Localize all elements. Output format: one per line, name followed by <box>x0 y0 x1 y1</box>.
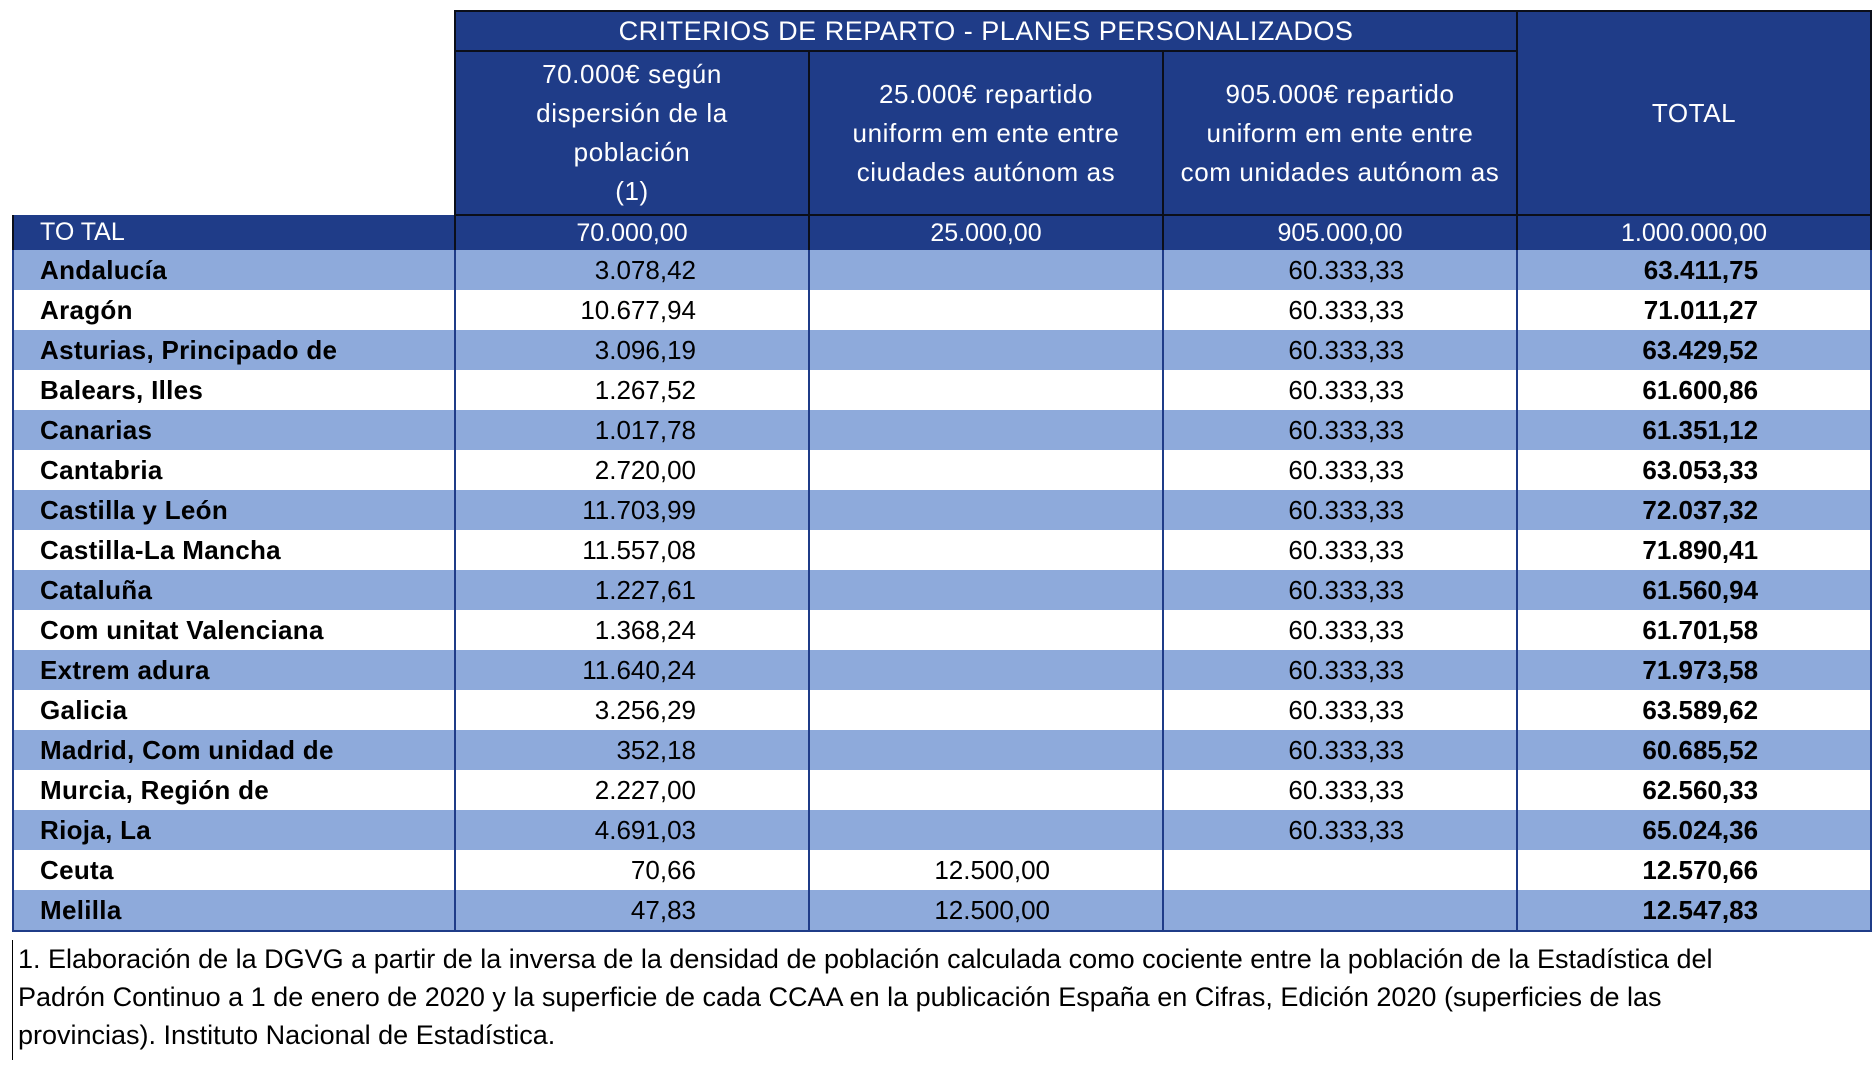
value-comunidades: 60.333,33 <box>1163 290 1517 330</box>
value-comunidades: 60.333,33 <box>1163 410 1517 450</box>
header-line: uniform em ente entre <box>1206 117 1474 148</box>
value-total: 63.429,52 <box>1517 330 1871 370</box>
total-row-col3: 905.000,00 <box>1163 215 1517 250</box>
table-row <box>13 530 1871 570</box>
value-comunidades: 60.333,33 <box>1163 370 1517 410</box>
header-line: dispersión de la <box>536 98 728 128</box>
value-total: 71.011,27 <box>1517 290 1871 330</box>
region-name: Murcia, Región de <box>13 770 455 810</box>
value-comunidades: 60.333,33 <box>1163 330 1517 370</box>
value-total: 63.411,75 <box>1517 250 1871 290</box>
value-ciudades <box>809 730 1163 770</box>
value-dispersion: 1.267,52 <box>455 370 809 410</box>
region-name: Extrem adura <box>13 650 455 690</box>
region-name: Madrid, Com unidad de <box>13 730 455 770</box>
value-ciudades: 12.500,00 <box>809 890 1163 931</box>
table-row <box>13 570 1871 610</box>
region-name: Cataluña <box>13 570 455 610</box>
value-ciudades <box>809 490 1163 530</box>
value-ciudades <box>809 610 1163 650</box>
table-row <box>13 410 1871 450</box>
column-header-ciudades <box>809 51 1163 215</box>
value-total: 61.701,58 <box>1517 610 1871 650</box>
value-comunidades: 60.333,33 <box>1163 530 1517 570</box>
table-row <box>13 650 1871 690</box>
value-total: 61.351,12 <box>1517 410 1871 450</box>
total-row <box>13 215 1871 250</box>
header-line: (1) <box>615 176 649 206</box>
value-ciudades <box>809 810 1163 850</box>
value-dispersion: 11.703,99 <box>455 490 809 530</box>
value-dispersion: 1.368,24 <box>455 610 809 650</box>
value-comunidades: 60.333,33 <box>1163 650 1517 690</box>
value-ciudades <box>809 650 1163 690</box>
header-line: uniform em ente entre <box>852 117 1120 148</box>
value-ciudades <box>809 370 1163 410</box>
value-comunidades: 60.333,33 <box>1163 770 1517 810</box>
value-dispersion: 352,18 <box>455 730 809 770</box>
region-name: Com unitat Valenciana <box>13 610 455 650</box>
region-name: Rioja, La <box>13 810 455 850</box>
value-total: 60.685,52 <box>1517 730 1871 770</box>
total-row-label: TO TAL <box>13 215 455 250</box>
column-header-dispersion <box>455 51 809 215</box>
region-name: Castilla y León <box>13 490 455 530</box>
value-ciudades <box>809 290 1163 330</box>
value-total: 71.890,41 <box>1517 530 1871 570</box>
value-total: 62.560,33 <box>1517 770 1871 810</box>
header-line: 25.000€ repartido <box>878 78 1094 109</box>
value-total: 72.037,32 <box>1517 490 1871 530</box>
empty-corner-cell <box>13 11 455 215</box>
total-column-header: TOTAL <box>1517 11 1871 215</box>
footnote-line: provincias). Instituto Nacional de Estadística. <box>18 1020 556 1050</box>
value-comunidades: 60.333,33 <box>1163 570 1517 610</box>
value-ciudades <box>809 530 1163 570</box>
footnote-line: 1. Elaboración de la DGVG a partir de la inversa de la densidad de población calculada como cociente entre la población de la Estadística del <box>18 944 1713 974</box>
table-row <box>13 490 1871 530</box>
footnote <box>12 940 1872 1060</box>
value-dispersion: 11.640,24 <box>455 650 809 690</box>
value-total: 61.600,86 <box>1517 370 1871 410</box>
value-dispersion: 11.557,08 <box>455 530 809 570</box>
value-ciudades <box>809 450 1163 490</box>
region-name: Galicia <box>13 690 455 730</box>
table-row <box>13 690 1871 730</box>
table-row <box>13 810 1871 850</box>
table-row <box>13 730 1871 770</box>
region-name: Cantabria <box>13 450 455 490</box>
value-dispersion: 1.227,61 <box>455 570 809 610</box>
value-ciudades <box>809 410 1163 450</box>
region-name: Andalucía <box>13 250 455 290</box>
value-total: 12.570,66 <box>1517 850 1871 890</box>
value-comunidades <box>1163 850 1517 890</box>
group-header-title: CRITERIOS DE REPARTO - PLANES PERSONALIZADOS <box>455 11 1517 51</box>
value-total: 71.973,58 <box>1517 650 1871 690</box>
value-comunidades: 60.333,33 <box>1163 690 1517 730</box>
header-line: población <box>573 137 691 167</box>
value-ciudades <box>809 690 1163 730</box>
footnote-line: Padrón Continuo a 1 de enero de 2020 y la superficie de cada CCAA en la publicación España en Cifras, Edición 2020 (superficies de las <box>18 982 1662 1012</box>
header-line: ciudades autónom as <box>856 156 1116 187</box>
distribution-table <box>12 10 1872 932</box>
value-dispersion: 4.691,03 <box>455 810 809 850</box>
value-dispersion: 2.720,00 <box>455 450 809 490</box>
table-row <box>13 850 1871 890</box>
value-total: 61.560,94 <box>1517 570 1871 610</box>
value-total: 63.053,33 <box>1517 450 1871 490</box>
value-total: 12.547,83 <box>1517 890 1871 931</box>
region-name: Asturias, Principado de <box>13 330 455 370</box>
header-line: 905.000€ repartido <box>1225 78 1455 109</box>
value-dispersion: 1.017,78 <box>455 410 809 450</box>
region-name: Castilla-La Mancha <box>13 530 455 570</box>
table-row <box>13 890 1871 931</box>
table-row <box>13 770 1871 810</box>
value-dispersion: 3.078,42 <box>455 250 809 290</box>
value-ciudades <box>809 250 1163 290</box>
value-comunidades: 60.333,33 <box>1163 250 1517 290</box>
region-name: Balears, Illes <box>13 370 455 410</box>
region-name: Aragón <box>13 290 455 330</box>
table-row <box>13 330 1871 370</box>
value-dispersion: 2.227,00 <box>455 770 809 810</box>
value-comunidades: 60.333,33 <box>1163 490 1517 530</box>
table-row <box>13 450 1871 490</box>
region-name: Ceuta <box>13 850 455 890</box>
value-total: 63.589,62 <box>1517 690 1871 730</box>
value-ciudades <box>809 330 1163 370</box>
value-comunidades: 60.333,33 <box>1163 450 1517 490</box>
column-header-comunidades <box>1163 51 1517 215</box>
value-ciudades <box>809 570 1163 610</box>
table-row <box>13 290 1871 330</box>
table-row <box>13 250 1871 290</box>
value-dispersion: 3.096,19 <box>455 330 809 370</box>
table-row <box>13 370 1871 410</box>
total-row-col1: 70.000,00 <box>455 215 809 250</box>
value-dispersion: 3.256,29 <box>455 690 809 730</box>
total-row-total: 1.000.000,00 <box>1517 215 1871 250</box>
value-total: 65.024,36 <box>1517 810 1871 850</box>
value-comunidades: 60.333,33 <box>1163 810 1517 850</box>
value-comunidades <box>1163 890 1517 931</box>
value-dispersion: 10.677,94 <box>455 290 809 330</box>
table-row <box>13 610 1871 650</box>
value-ciudades: 12.500,00 <box>809 850 1163 890</box>
value-comunidades: 60.333,33 <box>1163 610 1517 650</box>
value-ciudades <box>809 770 1163 810</box>
value-dispersion: 47,83 <box>455 890 809 931</box>
region-name: Canarias <box>13 410 455 450</box>
header-line: 70.000€ según <box>542 59 722 89</box>
value-dispersion: 70,66 <box>455 850 809 890</box>
total-row-col2: 25.000,00 <box>809 215 1163 250</box>
value-comunidades: 60.333,33 <box>1163 730 1517 770</box>
header-line: com unidades autónom as <box>1180 156 1500 187</box>
region-name: Melilla <box>13 890 455 931</box>
